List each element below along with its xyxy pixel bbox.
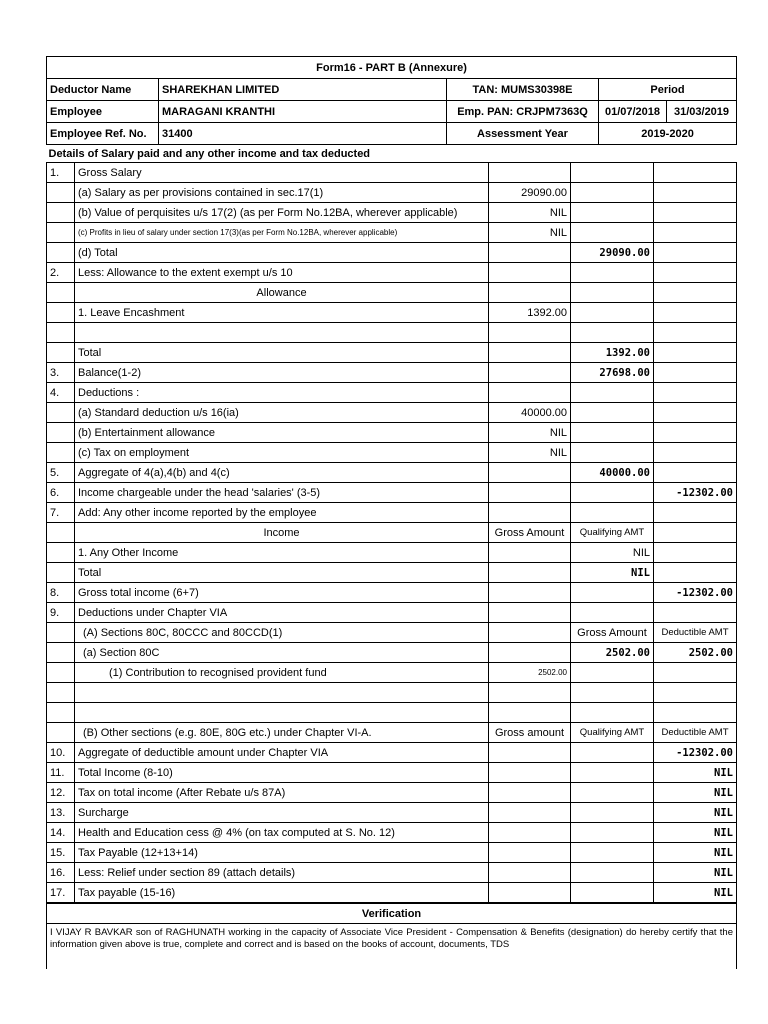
row-amount-col1 [489, 363, 571, 383]
row-number [47, 303, 75, 323]
assessment-year-label: Assessment Year [447, 123, 599, 145]
row-description: Allowance [75, 283, 489, 303]
pan-value: Emp. PAN: CRJPM7363Q [447, 101, 599, 123]
row-amount-col2 [571, 303, 654, 323]
table-row [47, 783, 737, 803]
row-description: Tax on total income (After Rebate u/s 87A) [75, 783, 489, 803]
row-amount-col2: 1392.00 [571, 343, 654, 363]
row-description [75, 683, 489, 703]
row-number: 3. [47, 363, 75, 383]
row-description: (B) Other sections (e.g. 80E, 80G etc.) under Chapter VI-A. [75, 723, 489, 743]
row-amount-col3: Deductible AMT [654, 723, 737, 743]
row-amount-col2 [571, 183, 654, 203]
row-amount-col2 [571, 203, 654, 223]
row-description: (a) Salary as per provisions contained in sec.17(1) [75, 183, 489, 203]
table-row [47, 763, 737, 783]
table-row [47, 583, 737, 603]
row-description: Total [75, 343, 489, 363]
header-table [46, 56, 737, 162]
row-amount-col2: NIL [571, 543, 654, 563]
row-amount-col3 [654, 303, 737, 323]
row-number: 6. [47, 483, 75, 503]
row-description: (a) Section 80C [75, 643, 489, 663]
row-description: (A) Sections 80C, 80CCC and 80CCD(1) [75, 623, 489, 643]
row-amount-col2 [571, 603, 654, 623]
employee-ref-label: Employee Ref. No. [47, 123, 159, 145]
row-number [47, 243, 75, 263]
row-amount-col3 [654, 683, 737, 703]
row-number: 7. [47, 503, 75, 523]
row-amount-col3 [654, 663, 737, 683]
table-row [47, 443, 737, 463]
row-amount-col3 [654, 183, 737, 203]
row-amount-col2 [571, 483, 654, 503]
row-description: Gross total income (6+7) [75, 583, 489, 603]
row-amount-col2 [571, 583, 654, 603]
row-amount-col1 [489, 843, 571, 863]
row-amount-col2 [571, 783, 654, 803]
verification-title: Verification [47, 904, 737, 924]
row-description: Add: Any other income reported by the employee [75, 503, 489, 523]
row-amount-col2 [571, 803, 654, 823]
row-description: Aggregate of deductible amount under Chapter VIA [75, 743, 489, 763]
row-amount-col1: 29090.00 [489, 183, 571, 203]
row-number [47, 283, 75, 303]
row-number [47, 443, 75, 463]
row-amount-col3: NIL [654, 783, 737, 803]
row-amount-col2: Qualifying AMT [571, 723, 654, 743]
table-row [47, 183, 737, 203]
row-amount-col1 [489, 863, 571, 883]
row-number: 1. [47, 163, 75, 183]
row-amount-col1 [489, 503, 571, 523]
period-label: Period [599, 79, 737, 101]
row-amount-col1 [489, 583, 571, 603]
row-number: 10. [47, 743, 75, 763]
row-amount-col3 [654, 243, 737, 263]
row-amount-col3 [654, 323, 737, 343]
row-amount-col1: NIL [489, 203, 571, 223]
table-row [47, 723, 737, 743]
row-amount-col1: NIL [489, 223, 571, 243]
row-amount-col1 [489, 763, 571, 783]
row-description: (b) Value of perquisites u/s 17(2) (as per Form No.12BA, wherever applicable) [75, 203, 489, 223]
details-heading: Details of Salary paid and any other income and tax deducted [48, 147, 371, 160]
row-amount-col1 [489, 343, 571, 363]
employee-label: Employee [47, 101, 159, 123]
row-amount-col3 [654, 363, 737, 383]
form16-annexure [46, 56, 736, 969]
row-amount-col2: Qualifying AMT [571, 523, 654, 543]
table-row [47, 263, 737, 283]
tan-value: TAN: MUMS30398E [447, 79, 599, 101]
row-number [47, 323, 75, 343]
row-amount-col3: Deductible AMT [654, 623, 737, 643]
verification-text: I VIJAY R BAVKAR son of RAGHUNATH working in the capacity of Associate Vice President - Compensation & Benefits (designation) do hereby certify that the information given above is true, complete and correct and is based on the books of account, documents, TDS [47, 924, 737, 970]
row-amount-col2 [571, 323, 654, 343]
row-amount-col3 [654, 563, 737, 583]
table-row [47, 843, 737, 863]
table-row [47, 703, 737, 723]
row-description: Deductions : [75, 383, 489, 403]
table-row [47, 343, 737, 363]
salary-table [46, 162, 737, 903]
row-amount-col1 [489, 603, 571, 623]
table-row [47, 863, 737, 883]
row-amount-col1 [489, 883, 571, 903]
table-row [47, 543, 737, 563]
table-row [47, 203, 737, 223]
row-amount-col3 [654, 343, 737, 363]
table-row [47, 463, 737, 483]
row-amount-col2 [571, 663, 654, 683]
row-description: (1) Contribution to recognised provident fund [75, 663, 489, 683]
row-number [47, 723, 75, 743]
row-description: Total Income (8-10) [75, 763, 489, 783]
table-row [47, 243, 737, 263]
table-row [47, 423, 737, 443]
row-amount-col1: Gross amount [489, 723, 571, 743]
row-number [47, 183, 75, 203]
row-amount-col2 [571, 223, 654, 243]
row-amount-col2 [571, 383, 654, 403]
row-amount-col3: NIL [654, 763, 737, 783]
table-row [47, 483, 737, 503]
row-number [47, 403, 75, 423]
row-amount-col2 [571, 863, 654, 883]
row-number: 8. [47, 583, 75, 603]
employee-ref-value: 31400 [159, 123, 447, 145]
table-row [47, 383, 737, 403]
row-amount-col2 [571, 703, 654, 723]
row-description: Gross Salary [75, 163, 489, 183]
row-description: Deductions under Chapter VIA [75, 603, 489, 623]
table-row [47, 803, 737, 823]
row-amount-col3: -12302.00 [654, 483, 737, 503]
row-number [47, 543, 75, 563]
verification-table [46, 903, 737, 969]
row-number [47, 683, 75, 703]
row-number [47, 623, 75, 643]
table-row [47, 603, 737, 623]
table-row [47, 283, 737, 303]
row-number [47, 663, 75, 683]
row-description: Tax payable (15-16) [75, 883, 489, 903]
row-amount-col3 [654, 523, 737, 543]
row-number [47, 203, 75, 223]
table-row [47, 223, 737, 243]
row-amount-col3: NIL [654, 803, 737, 823]
row-amount-col1 [489, 163, 571, 183]
row-description: Total [75, 563, 489, 583]
row-number: 16. [47, 863, 75, 883]
row-amount-col1: Gross Amount [489, 523, 571, 543]
table-row [47, 363, 737, 383]
row-amount-col1 [489, 623, 571, 643]
row-amount-col3: -12302.00 [654, 583, 737, 603]
row-amount-col1 [489, 703, 571, 723]
row-description: (b) Entertainment allowance [75, 423, 489, 443]
row-amount-col1: NIL [489, 423, 571, 443]
row-amount-col1 [489, 563, 571, 583]
row-amount-col3 [654, 603, 737, 623]
row-amount-col1 [489, 483, 571, 503]
row-amount-col3: NIL [654, 863, 737, 883]
row-amount-col3: NIL [654, 843, 737, 863]
row-number [47, 343, 75, 363]
table-row [47, 163, 737, 183]
row-description: Aggregate of 4(a),4(b) and 4(c) [75, 463, 489, 483]
row-description: Less: Relief under section 89 (attach details) [75, 863, 489, 883]
table-row [47, 563, 737, 583]
row-description: Surcharge [75, 803, 489, 823]
period-from: 01/07/2018 [599, 101, 667, 123]
row-amount-col2 [571, 403, 654, 423]
row-description: Less: Allowance to the extent exempt u/s 10 [75, 263, 489, 283]
row-amount-col1: 1392.00 [489, 303, 571, 323]
row-description: Income [75, 523, 489, 543]
row-amount-col2: 40000.00 [571, 463, 654, 483]
row-amount-col1 [489, 643, 571, 663]
row-amount-col1 [489, 383, 571, 403]
row-amount-col1: 2502.00 [489, 663, 571, 683]
assessment-year-value: 2019-2020 [599, 123, 737, 145]
row-amount-col1: NIL [489, 443, 571, 463]
row-description: Health and Education cess @ 4% (on tax computed at S. No. 12) [75, 823, 489, 843]
row-amount-col2 [571, 763, 654, 783]
row-amount-col2 [571, 503, 654, 523]
row-description: (a) Standard deduction u/s 16(ia) [75, 403, 489, 423]
row-amount-col2 [571, 423, 654, 443]
table-row [47, 623, 737, 643]
row-number [47, 523, 75, 543]
table-row [47, 883, 737, 903]
row-description: 1. Leave Encashment [75, 303, 489, 323]
row-number: 14. [47, 823, 75, 843]
row-description: 1. Any Other Income [75, 543, 489, 563]
row-amount-col1 [489, 683, 571, 703]
row-amount-col1: 40000.00 [489, 403, 571, 423]
row-amount-col1 [489, 283, 571, 303]
row-description: (c) Tax on employment [75, 443, 489, 463]
row-amount-col1 [489, 543, 571, 563]
row-amount-col1 [489, 323, 571, 343]
row-amount-col2 [571, 263, 654, 283]
row-number: 9. [47, 603, 75, 623]
row-number: 2. [47, 263, 75, 283]
table-row [47, 643, 737, 663]
row-amount-col3 [654, 423, 737, 443]
row-amount-col1 [489, 243, 571, 263]
row-description: (c) Profits in lieu of salary under section 17(3)(as per Form No.12BA, wherever applicable) [75, 223, 489, 243]
row-description: Income chargeable under the head 'salaries' (3-5) [75, 483, 489, 503]
row-amount-col3 [654, 443, 737, 463]
row-number [47, 563, 75, 583]
row-amount-col1 [489, 823, 571, 843]
row-amount-col2 [571, 883, 654, 903]
row-amount-col2: 29090.00 [571, 243, 654, 263]
row-number: 13. [47, 803, 75, 823]
row-amount-col3 [654, 403, 737, 423]
row-number: 12. [47, 783, 75, 803]
row-amount-col3 [654, 203, 737, 223]
row-amount-col2 [571, 283, 654, 303]
row-description: (d) Total [75, 243, 489, 263]
row-number [47, 643, 75, 663]
row-amount-col2 [571, 443, 654, 463]
row-amount-col3: NIL [654, 823, 737, 843]
table-row [47, 523, 737, 543]
row-amount-col3 [654, 503, 737, 523]
row-amount-col1 [489, 783, 571, 803]
form-title: Form16 - PART B (Annexure) [47, 57, 737, 79]
row-amount-col2 [571, 683, 654, 703]
row-number: 15. [47, 843, 75, 863]
row-amount-col1 [489, 263, 571, 283]
table-row [47, 303, 737, 323]
row-amount-col2 [571, 843, 654, 863]
row-number: 11. [47, 763, 75, 783]
row-amount-col3 [654, 703, 737, 723]
table-row [47, 663, 737, 683]
row-amount-col2 [571, 823, 654, 843]
row-amount-col2 [571, 743, 654, 763]
table-row [47, 743, 737, 763]
row-amount-col1 [489, 803, 571, 823]
row-number [47, 703, 75, 723]
row-amount-col3 [654, 463, 737, 483]
table-row [47, 683, 737, 703]
row-amount-col1 [489, 743, 571, 763]
row-amount-col3 [654, 383, 737, 403]
row-number [47, 423, 75, 443]
table-row [47, 823, 737, 843]
row-amount-col3 [654, 163, 737, 183]
row-description [75, 703, 489, 723]
row-amount-col3 [654, 223, 737, 243]
row-amount-col3 [654, 283, 737, 303]
row-amount-col3: 2502.00 [654, 643, 737, 663]
row-description: Tax Payable (12+13+14) [75, 843, 489, 863]
row-amount-col1 [489, 463, 571, 483]
row-number [47, 223, 75, 243]
row-amount-col3 [654, 263, 737, 283]
deductor-label: Deductor Name [47, 79, 159, 101]
row-amount-col2: Gross Amount [571, 623, 654, 643]
row-amount-col2: 27698.00 [571, 363, 654, 383]
table-row [47, 403, 737, 423]
employee-value: MARAGANI KRANTHI [159, 101, 447, 123]
row-amount-col3: NIL [654, 883, 737, 903]
table-row [47, 323, 737, 343]
deductor-value: SHAREKHAN LIMITED [159, 79, 447, 101]
row-number: 4. [47, 383, 75, 403]
row-number: 17. [47, 883, 75, 903]
table-row [47, 503, 737, 523]
row-amount-col3: -12302.00 [654, 743, 737, 763]
row-amount-col3 [654, 543, 737, 563]
period-to: 31/03/2019 [667, 101, 737, 123]
row-amount-col2 [571, 163, 654, 183]
row-description: Balance(1-2) [75, 363, 489, 383]
row-description [75, 323, 489, 343]
row-amount-col2: 2502.00 [571, 643, 654, 663]
row-amount-col2: NIL [571, 563, 654, 583]
row-number: 5. [47, 463, 75, 483]
